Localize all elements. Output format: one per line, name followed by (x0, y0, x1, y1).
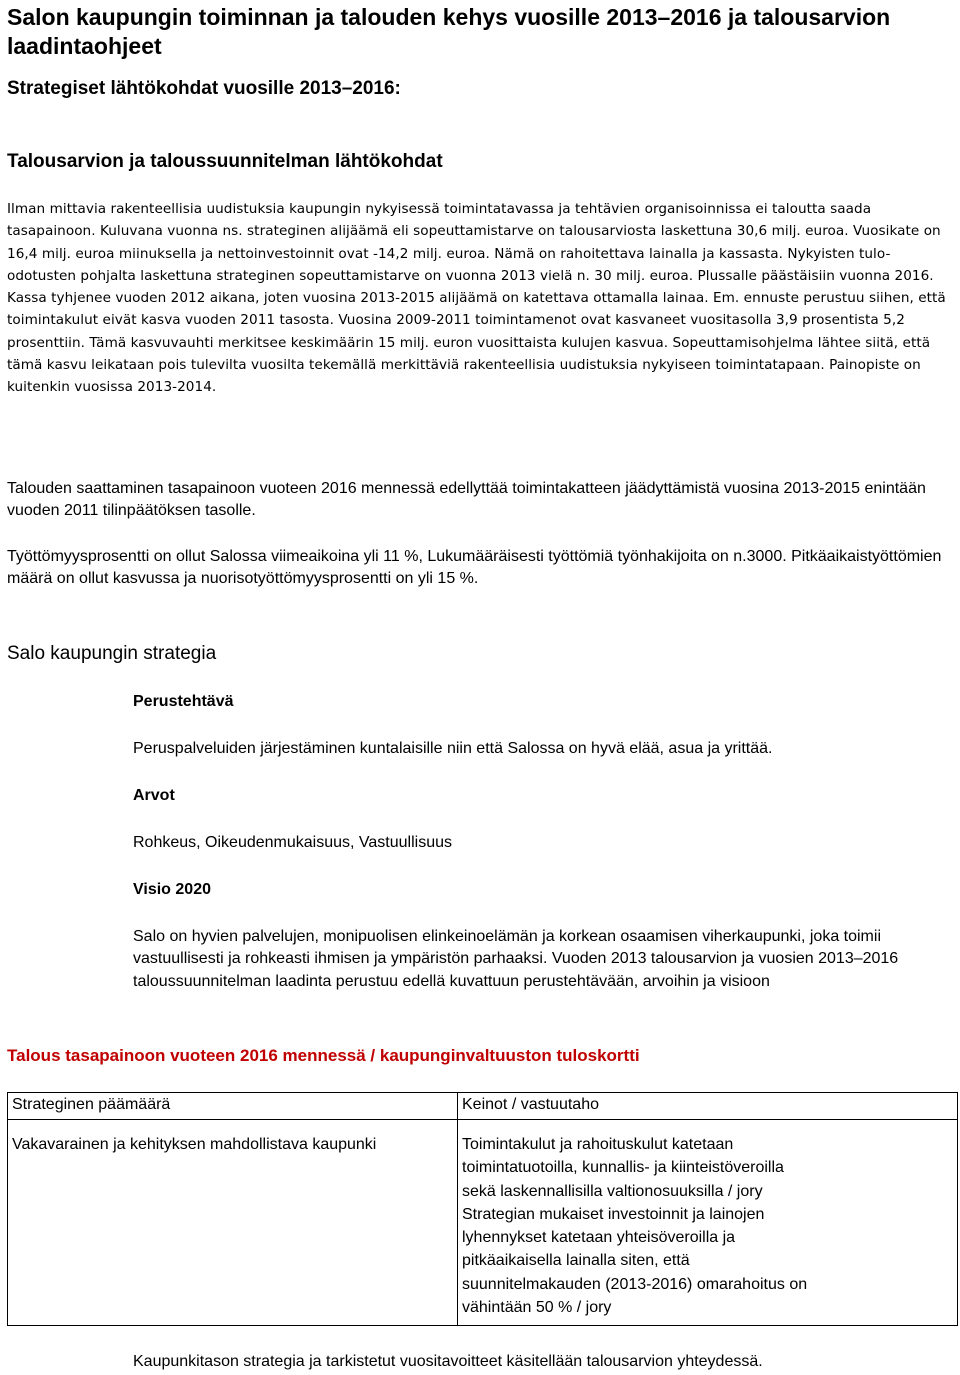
table-cell-line: pitkäaikaisella lainalla siten, että (462, 1252, 690, 1270)
table-cell-means (458, 1120, 958, 1326)
budget-heading: Talousarvion ja taloussuunnitelman lähtökohdat (7, 151, 443, 172)
paragraph-unemployment: Työttömyysprosentti on ollut Salossa viimeaikoina yli 11 %, Lukumääräisesti työttömiä työnhakijoita on n.3000. Pitkäaikaistyöttömien määrä on ollut kasvussa ja nuorisotyöttömyysprosentti on yli 15 %. (7, 548, 942, 588)
paragraph-balance: Talouden saattaminen tasapainoon vuoteen 2016 mennessä edellyttää toimintakatteen jäädyttämistä vuosina 2013-2015 enintään vuoden 2011 tilinpäätöksen tasolle. (7, 480, 926, 520)
document-title: Salon kaupungin toiminnan ja talouden kehys vuosille 2013–2016 ja talousarvion laadintaohjeet (7, 4, 891, 59)
table-cell-line: vähintään 50 % / jory (462, 1299, 612, 1317)
mission-text: Peruspalveluiden järjestäminen kuntalaisille niin että Salossa on hyvä elää, asua ja yrittää. (133, 740, 773, 757)
table-header-cell: Strateginen päämäärä (8, 1093, 458, 1120)
table-cell-line: lyhennykset katetaan yhteisöveroilla ja (462, 1229, 736, 1247)
vision-text: Salo on hyvien palvelujen, monipuolisen elinkeinoelämän ja korkean osaamisen viherkaupunki, joka toimii vastuullisesti ja rohkeasti ihmisen ja ympäristön parhaaksi. Vuoden 2013 talousarvion ja vuosien 2013–2016 taloussuunnitelman laadinta perustuu edellä kuvattuun perustehtävään, arvoihin ja visioon (133, 928, 899, 990)
scorecard-table (7, 1092, 958, 1326)
values-label: Arvot (133, 787, 175, 804)
mission-label: Perustehtävä (133, 693, 234, 710)
table-cell-line: sekä laskennallisilla valtionosuuksilla / jory (462, 1182, 763, 1200)
table-cell-goal: Vakavarainen ja kehityksen mahdollistava kaupunki (8, 1120, 458, 1326)
scorecard-heading: Talous tasapainoon vuoteen 2016 mennessä / kaupunginvaltuuston tuloskortti (7, 1046, 640, 1065)
table-cell-line: toimintatuotoilla, kunnallis- ja kiinteistöveroilla (462, 1159, 784, 1177)
footer-text: Kaupunkitason strategia ja tarkistetut vuositavoitteet käsitellään talousarvion yhteydessä. (133, 1353, 763, 1370)
paragraph-budget-basis: Ilman mittavia rakenteellisia uudistuksia kaupungin nykyisessä toimintatavassa ja tehtävien organisoinnissa ei taloutta saada tasapainoon. Kuluvana vuonna ns. strateginen alijäämä eli sopeuttamistarve on talousarviosta laskettuna 30,6 milj. euroa. Vuosikate on 16,4 milj. euroa miinuksella ja nettoinvestoinnit ovat -14,2 milj. euroa. Nämä on rahoitettava lainalla ja kassasta. Nykyisten tulo-odotusten pohjalta laskettuna strateginen sopeuttamistarve on vuonna 2013 vielä n. 30 milj. euroa. Plussalle päästäisiin vuonna 2016. Kassa tyhjenee vuoden 2012 aikana, joten vuosina 2013-2015 alijäämä on katettava ottamalla lainaa. Em. ennuste perustuu siihen, että toimintakulut eivät kasva vuoden 2011 tasosta. Vuosina 2009-2011 toimintamenot ovat kasvaneet vuositasolla 3,9 prosentista 5,2 prosenttiin. Tämä kasvuvauhti merkitsee keskimäärin 15 milj. euron vuosittaista kulujen kasvua. Sopeuttamisohjelma lähtee siitä, että tämä kasvu leikataan pois tulevilta vuosilta tekemällä merkittäviä rakenteellisia uudistuksia nykyiseen toimintatapaan. Painopiste on kuitenkin vuosissa 2013-2014. (7, 201, 946, 396)
table-header-row (8, 1093, 958, 1120)
vision-label: Visio 2020 (133, 881, 211, 898)
table-row (8, 1120, 958, 1326)
table-cell-line: Strategian mukaiset investoinnit ja lainojen (462, 1205, 765, 1223)
table-cell-line: Toimintakulut ja rahoituskulut katetaan (462, 1136, 734, 1153)
strategic-heading: Strategiset lähtökohdat vuosille 2013–2016: (7, 78, 401, 99)
values-text: Rohkeus, Oikeudenmukaisuus, Vastuullisuus (133, 834, 452, 851)
table-cell-line: suunnitelmakauden (2013-2016) omarahoitus on (462, 1275, 808, 1293)
table-header-cell: Keinot / vastuutaho (458, 1093, 958, 1120)
strategy-heading: Salo kaupungin strategia (7, 643, 217, 664)
